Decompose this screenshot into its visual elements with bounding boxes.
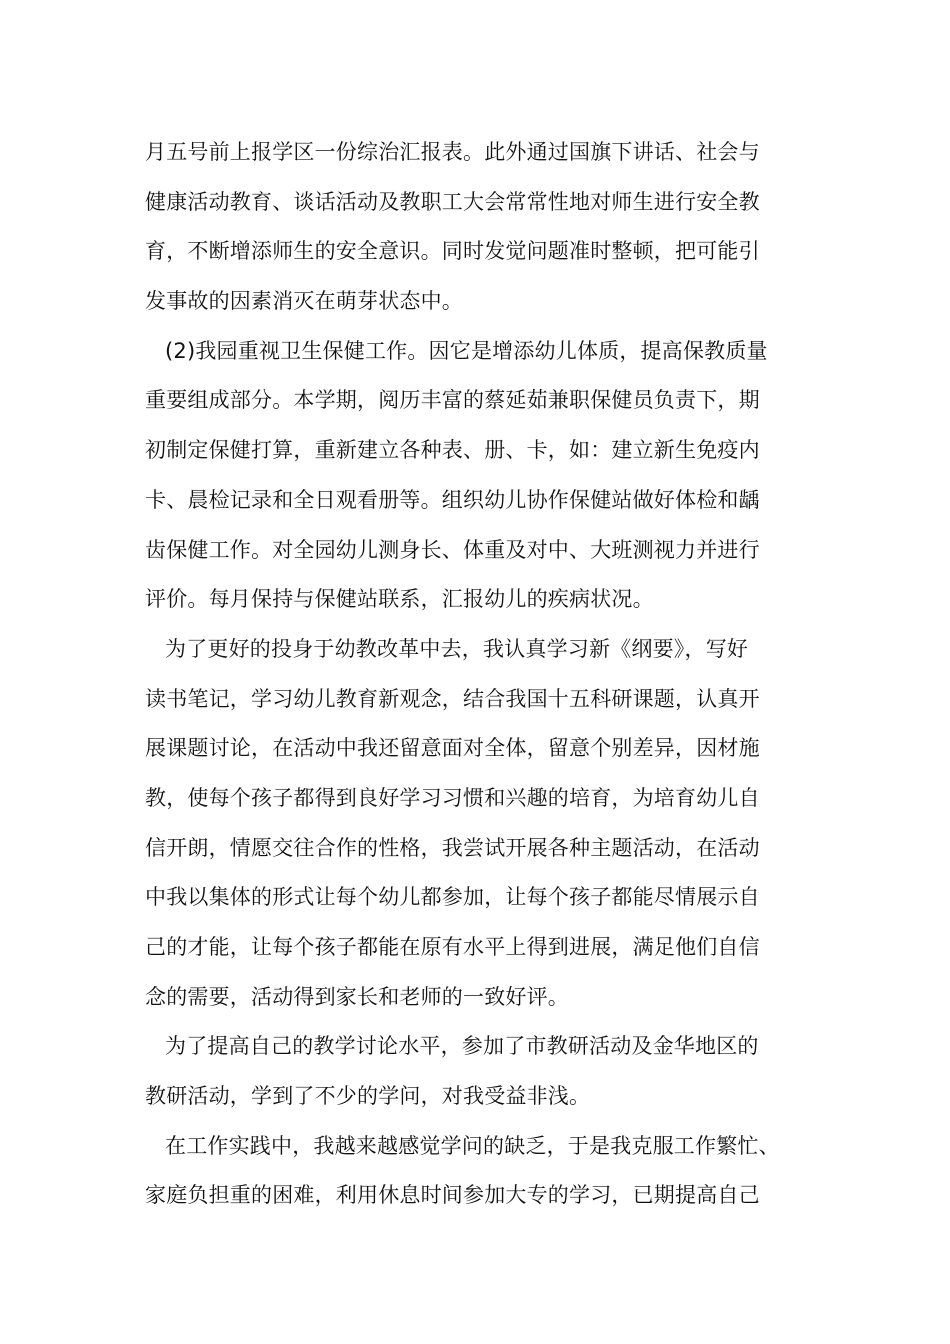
paragraph-start-line: 为了更好的投身于幼教改革中去，我认真学习新《纲要》，写好 (165, 636, 749, 661)
document-body (145, 128, 810, 1221)
text-line: 月五号前上报学区一份综治汇报表。此外通过国旗下讲话、社会与 (145, 140, 760, 164)
paragraph-start-line: 为了提高自己的教学讨论水平，参加了市教研活动及金华地区的 (165, 1034, 759, 1059)
text-line: 家庭负担重的困难，利用休息时间参加大专的学习，已期提高自己 (145, 1183, 760, 1208)
paragraph-start-line: 在工作实践中，我越来越感觉学问的缺乏，于是我克服工作繁忙、 (165, 1133, 780, 1158)
text-line: 中我以集体的形式让每个幼儿都参加，让每个孩子都能尽情展示自 (145, 885, 760, 910)
text-line: 信开朗，情愿交往合作的性格，我尝试开展各种主题活动，在活动 (145, 835, 760, 860)
text-line: 卡、晨检记录和全日观看册等。组织幼儿协作保健站做好体检和龋 (145, 487, 760, 512)
text-line: 读书笔记，学习幼儿教育新观念，结合我国十五科研课题，认真开 (145, 686, 760, 711)
text-line: 念的需要，活动得到家长和老师的一致好评。 (145, 984, 569, 1009)
text-line: 齿保健工作。对全园幼儿测身长、体重及对中、大班测视力并进行 (145, 537, 760, 562)
text-line: 重要组成部分。本学期，阅历丰富的蔡延茹兼职保健员负责下，期 (145, 388, 760, 413)
text-line: 初制定保健打算，重新建立各种表、册、卡，如：建立新生免疫内 (145, 438, 760, 463)
paragraph-start-line: (2)我园重视卫生保健工作。因它是增添幼儿体质，提高保教质量 (165, 338, 768, 363)
text-line: 健康活动教育、谈话活动及教职工大会常常性地对师生进行安全教 (145, 189, 760, 214)
text-line: 发事故的因素消灭在萌芽状态中。 (145, 289, 463, 314)
text-line: 展课题讨论，在活动中我还留意面对全体，留意个别差异，因材施 (145, 736, 760, 761)
text-line: 教，使每个孩子都得到良好学习习惯和兴趣的培育，为培育幼儿自 (145, 785, 760, 810)
text-line: 育，不断增添师生的安全意识。同时发觉问题准时整顿，把可能引 (145, 239, 760, 264)
text-line: 己的才能，让每个孩子都能在原有水平上得到进展，满足他们自信 (145, 935, 760, 959)
text-line: 评价。每月保持与保健站联系，汇报幼儿的疾病状况。 (145, 587, 654, 612)
text-line: 教研活动，学到了不少的学问，对我受益非浅。 (145, 1084, 591, 1109)
